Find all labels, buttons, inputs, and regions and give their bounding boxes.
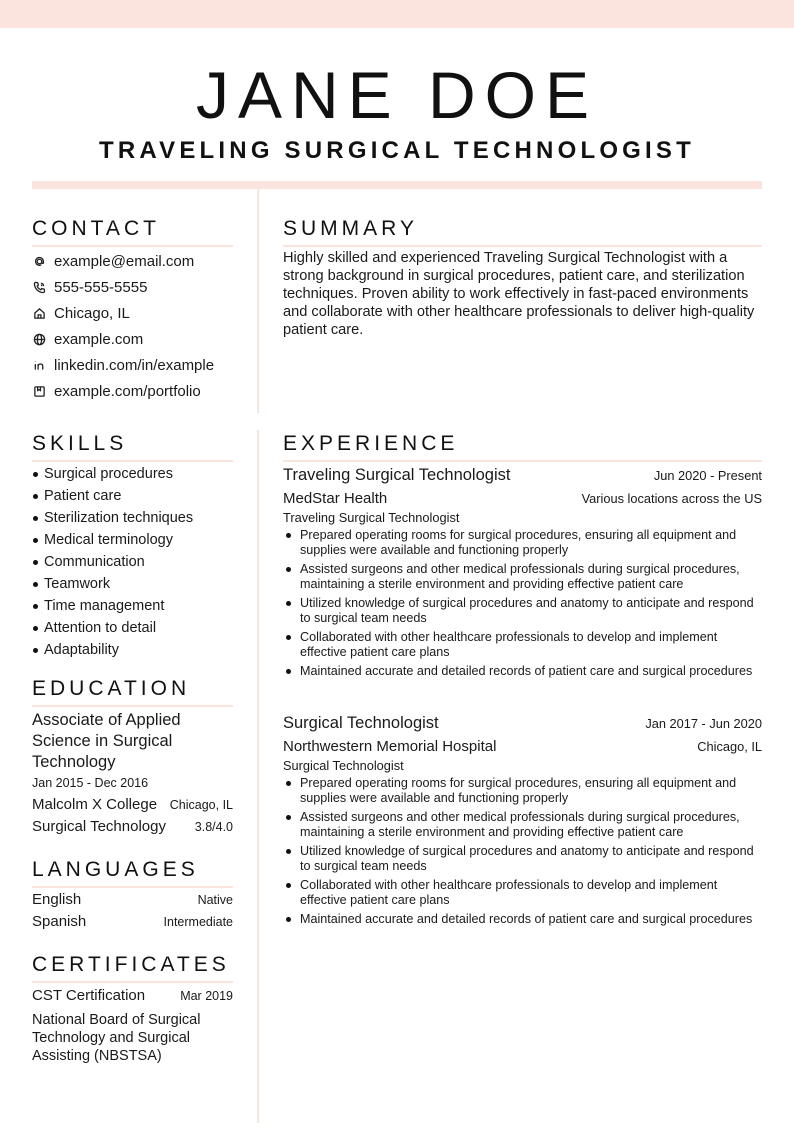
skill-label: Sterilization techniques — [44, 510, 194, 526]
skill-item — [32, 573, 242, 595]
contact-list — [32, 248, 242, 404]
skill-item — [32, 529, 242, 551]
contact-linkedin[interactable] — [32, 352, 242, 378]
contact-portfolio-text: example.com/portfolio — [54, 382, 201, 400]
certificates-heading: CERTIFICATES — [32, 954, 233, 983]
job-location: Chicago, IL — [697, 739, 762, 754]
contact-phone[interactable] — [32, 274, 242, 300]
globe-icon — [32, 332, 46, 346]
contact-website-text: example.com — [54, 330, 144, 348]
certificate-row — [32, 987, 233, 1004]
job-subtitle: Surgical Technologist — [283, 758, 404, 773]
job-bullets — [283, 528, 762, 679]
job-bullet — [283, 912, 762, 927]
skills-heading: SKILLS — [32, 433, 233, 462]
job-bullet-text: Utilized knowledge of surgical procedures and anatomy to anticipate and respond to surgical team needs — [300, 844, 754, 873]
contact-heading: CONTACT — [32, 218, 233, 247]
job-bullet — [283, 776, 762, 806]
header-divider — [32, 181, 762, 189]
job-bullets — [283, 776, 762, 927]
language-level: Intermediate — [163, 915, 233, 929]
certificate-date: Mar 2019 — [180, 989, 233, 1003]
job-bullet — [283, 878, 762, 908]
bullet-icon — [286, 533, 291, 538]
phone-icon — [32, 280, 46, 294]
job-company: Northwestern Memorial Hospital — [283, 738, 497, 755]
bullet-icon — [33, 560, 38, 565]
experience-heading: EXPERIENCE — [283, 433, 762, 462]
education-school: Malcolm X College — [32, 796, 158, 813]
job-bullet — [283, 630, 762, 660]
job-bullet-text: Maintained accurate and detailed records of patient care and surgical procedures — [300, 664, 753, 678]
job-bullet-text: Collaborated with other healthcare professionals to develop and implement effective patient care plans — [300, 878, 718, 907]
job-bullet — [283, 664, 762, 679]
skill-item — [32, 485, 242, 507]
education-gpa: 3.8/4.0 — [194, 820, 233, 834]
certificate-name: CST Certification — [32, 987, 146, 1004]
job-dates: Jun 2020 - Present — [653, 468, 762, 483]
skill-item — [32, 639, 242, 661]
skill-item — [32, 463, 242, 485]
bullet-icon — [286, 883, 291, 888]
job-company: MedStar Health — [283, 490, 388, 507]
home-icon — [32, 306, 46, 320]
job-bullet-text: Maintained accurate and detailed records of patient care and surgical procedures — [300, 912, 753, 926]
job-bullet-text: Assisted surgeons and other medical professionals during surgical procedures, maintaining a sterile environment and providing effective patient care — [300, 562, 740, 591]
job-dates: Jan 2017 - Jun 2020 — [645, 716, 762, 731]
job-bullet — [283, 528, 762, 558]
skill-label: Attention to detail — [44, 620, 157, 636]
bullet-icon — [33, 604, 38, 609]
bullet-icon — [286, 601, 291, 606]
skill-label: Medical terminology — [44, 532, 173, 548]
experience-job — [283, 714, 762, 931]
job-subtitle: Traveling Surgical Technologist — [283, 510, 460, 525]
candidate-title: TRAVELING SURGICAL TECHNOLOGIST — [99, 137, 695, 164]
contact-portfolio[interactable] — [32, 378, 242, 404]
linkedin-icon — [32, 358, 46, 372]
education-school-row — [32, 796, 233, 813]
top-accent-band — [0, 0, 794, 28]
bullet-icon — [286, 849, 291, 854]
skills-list — [32, 463, 242, 661]
job-bullet-text: Utilized knowledge of surgical procedures and anatomy to anticipate and respond to surgical team needs — [300, 596, 754, 625]
job-bullet-text: Collaborated with other healthcare professionals to develop and implement effective patient care plans — [300, 630, 718, 659]
bullet-icon — [286, 669, 291, 674]
skill-item — [32, 595, 242, 617]
job-role: Surgical Technologist — [283, 714, 439, 732]
contact-location-text: Chicago, IL — [54, 304, 130, 322]
skill-label: Communication — [44, 554, 145, 570]
skill-label: Surgical procedures — [44, 466, 173, 482]
candidate-name: JANE DOE — [195, 58, 599, 132]
languages-heading: LANGUAGES — [32, 859, 233, 888]
column-divider-bottom — [257, 430, 259, 1123]
job-bullet-text: Prepared operating rooms for surgical procedures, ensuring all equipment and supplies were available and functioning properly — [300, 528, 737, 557]
education-field: Surgical Technology — [32, 818, 166, 835]
contact-location — [32, 300, 242, 326]
summary-text: Highly skilled and experienced Traveling Surgical Technologist with a strong background in surgical procedures, patient care, and sterilization techniques. Proven ability to work effectively in fast-paced environments and collaborate with other healthcare professionals to deliver high-quality patient care. — [283, 250, 755, 338]
bullet-icon — [33, 494, 38, 499]
job-bullet — [283, 844, 762, 874]
language-row — [32, 891, 233, 908]
job-bullet — [283, 810, 762, 840]
job-location: Various locations across the US — [581, 491, 762, 506]
language-name: English — [32, 891, 82, 908]
bullet-icon — [286, 781, 291, 786]
language-row — [32, 913, 233, 930]
education-location: Chicago, IL — [169, 798, 233, 812]
job-bullet — [283, 562, 762, 592]
education-heading: EDUCATION — [32, 678, 233, 707]
contact-website[interactable] — [32, 326, 242, 352]
skill-item — [32, 617, 242, 639]
education-degree: Associate of Applied Science in Surgical Technology — [32, 711, 181, 771]
column-divider-top — [257, 189, 259, 413]
bullet-icon — [286, 567, 291, 572]
skill-label: Patient care — [44, 488, 122, 504]
experience-job — [283, 466, 762, 683]
skill-label: Teamwork — [44, 576, 111, 592]
bullet-icon — [286, 917, 291, 922]
bullet-icon — [33, 538, 38, 543]
portfolio-icon — [32, 384, 46, 398]
bullet-icon — [33, 472, 38, 477]
skill-label: Adaptability — [44, 642, 119, 658]
at-icon — [32, 254, 46, 268]
job-bullet-text: Prepared operating rooms for surgical procedures, ensuring all equipment and supplies were available and functioning properly — [300, 776, 737, 805]
bullet-icon — [33, 626, 38, 631]
bullet-icon — [33, 516, 38, 521]
certificate-issuer: National Board of Surgical Technology and Surgical Assisting (NBSTSA) — [32, 1012, 201, 1064]
job-bullet-text: Assisted surgeons and other medical professionals during surgical procedures, maintaining a sterile environment and providing effective patient care — [300, 810, 740, 839]
summary-heading: SUMMARY — [283, 218, 762, 247]
contact-phone-text: 555-555-5555 — [54, 278, 148, 296]
education-field-row — [32, 818, 233, 835]
job-bullet — [283, 596, 762, 626]
language-name: Spanish — [32, 913, 87, 930]
job-role: Traveling Surgical Technologist — [283, 466, 511, 484]
skill-label: Time management — [44, 598, 165, 614]
bullet-icon — [33, 648, 38, 653]
skill-item — [32, 507, 242, 529]
skill-item — [32, 551, 242, 573]
bullet-icon — [286, 815, 291, 820]
bullet-icon — [286, 635, 291, 640]
bullet-icon — [33, 582, 38, 587]
contact-linkedin-text: linkedin.com/in/example — [54, 356, 215, 374]
contact-email[interactable] — [32, 248, 242, 274]
language-level: Native — [197, 893, 233, 907]
contact-email-text: example@email.com — [54, 252, 195, 270]
education-dates: Jan 2015 - Dec 2016 — [32, 776, 149, 790]
